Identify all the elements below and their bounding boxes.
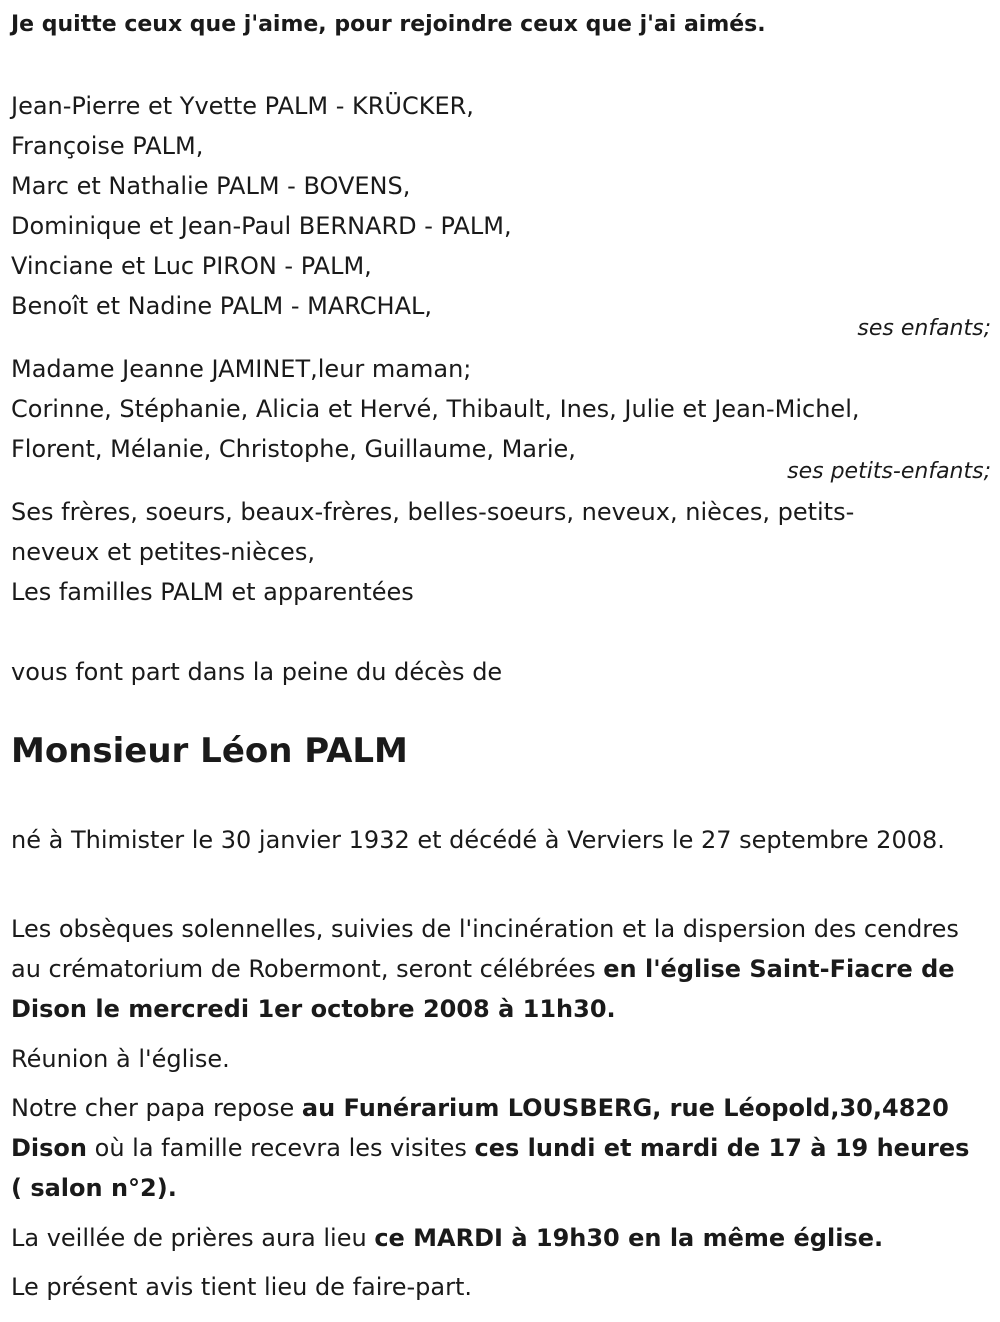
mother-line: Madame Jeanne JAMINET,leur maman; [11,355,472,383]
grandchildren-line: Florent, Mélanie, Christophe, Guillaume, Marie, [11,435,576,463]
birth-death-paragraph: né à Thimister le 30 janvier 1932 et décédé à Verviers le 27 septembre 2008. [11,826,945,854]
rest-paragraph [11,1088,986,1208]
funerarium-address: au Funérarium LOUSBERG, rue Léopold,30,4820 Dison [11,1094,949,1162]
vigil-paragraph [11,1218,986,1258]
rest-text: Notre cher papa repose [11,1094,302,1122]
extended-family-line: Les familles PALM et apparentées [11,578,414,606]
closing-paragraph: Le présent avis tient lieu de faire-part. [11,1273,473,1301]
children-line: Jean-Pierre et Yvette PALM - KRÜCKER, [11,92,474,120]
visiting-hours: ces lundi et mardi de 17 à 19 heures ( salon n°2). [11,1134,970,1202]
grandchildren-line: Corinne, Stéphanie, Alicia et Hervé, Thibault, Ines, Julie et Jean-Michel, [11,395,860,423]
vigil-text: La veillée de prières aura lieu [11,1224,375,1252]
funeral-details: en l'église Saint-Fiacre de Dison le mercredi 1er octobre 2008 à 11h30. [11,955,955,1023]
funeral-text: Les obsèques solennelles, suivies de l'incinération et la dispersion des cendres au crématorium de Robermont, seront célébrées [11,915,959,983]
grandchildren-label: ses petits-enfants; [787,459,991,484]
children-line: Vinciane et Luc PIRON - PALM, [11,252,372,280]
vigil-details: ce MARDI à 19h30 en la même église. [374,1224,884,1252]
children-line: Marc et Nathalie PALM - BOVENS, [11,172,411,200]
children-line: Benoît et Nadine PALM - MARCHAL, [11,292,432,320]
funeral-paragraph [11,909,986,1029]
announcement: vous font part dans la peine du décès de [11,658,503,686]
rest-text-2: où la famille recevra les visites [87,1134,475,1162]
gathering-paragraph: Réunion à l'église. [11,1045,230,1073]
children-line: Françoise PALM, [11,132,204,160]
children-label: ses enfants; [857,316,991,341]
extended-family-line: neveux et petites-nièces, [11,538,315,566]
extended-family-line: Ses frères, soeurs, beaux-frères, belles-soeurs, neveux, nièces, petits- [11,498,855,526]
epigraph: Je quitte ceux que j'aime, pour rejoindre ceux que j'ai aimés. [11,12,766,37]
deceased-name: Monsieur Léon PALM [11,731,408,771]
children-line: Dominique et Jean-Paul BERNARD - PALM, [11,212,512,240]
